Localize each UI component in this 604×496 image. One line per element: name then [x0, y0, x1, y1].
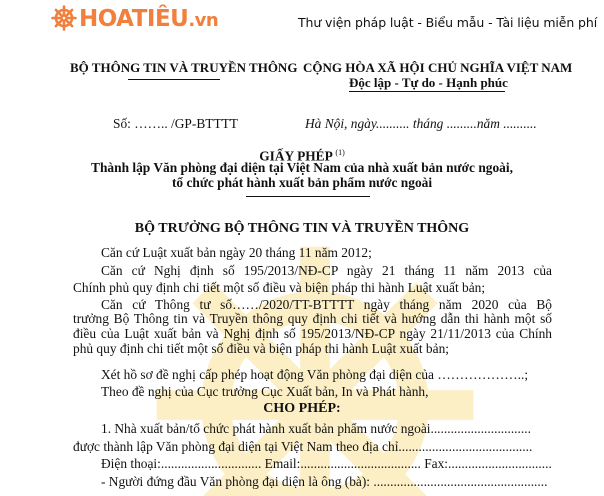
legal-basis-3-cont3: phủ quy định chi tiết một số điều và biện pháp thi hành Luật xuất bản;: [73, 341, 449, 356]
logo-text: HOATIÊU.vn: [79, 6, 219, 32]
document-number: Số: …….. /GP-BTTTT: [113, 116, 238, 131]
legal-basis-3-cont2: điều của Luật xuất bản và Nghị định số 195/2013/NĐ-CP ngày 21/11/2013 của Chính: [73, 326, 552, 341]
document-subtitle-line1: Thành lập Văn phòng đại diện tại Việt Nam của nhà xuất bản nước ngoài,: [91, 160, 513, 175]
motto-underline: [349, 91, 505, 92]
country-name: CỘNG HÒA XÃ HỘI CHỦ NGHĨA VIỆT NAM: [303, 60, 573, 75]
title-underline: [246, 196, 370, 197]
legal-basis-2: Căn cứ Nghị định số 195/2013/NĐ-CP ngày 21 tháng 11 năm 2013 của: [101, 263, 552, 278]
issuing-authority: BỘ TRƯỞNG BỘ THÔNG TIN VÀ TRUYỀN THÔNG: [134, 221, 470, 236]
article-1: 1. Nhà xuất bản/tổ chức phát hành xuất bản phẩm nước ngoài..............................: [101, 421, 531, 436]
agency-underline: [128, 79, 220, 80]
decision-heading: CHO PHÉP:: [263, 401, 341, 416]
national-motto: Độc lập - Tự do - Hạnh phúc: [349, 75, 508, 90]
document-subtitle-line2: tổ chức phát hành xuất bản phẩm nước ngoài: [171, 175, 433, 190]
office-head: - Người đứng đầu Văn phòng đại diện là ông (bà): ....................................................: [101, 474, 548, 489]
legal-basis-2-cont: Chính phủ quy định chi tiết một số điều và biện pháp thi hành Luật xuất bản;: [73, 280, 486, 295]
document-title: GIẤY PHÉP $^{(1)}$: [259, 148, 345, 164]
site-tagline: Thư viện pháp luật - Biểu mẫu - Tài liệu miễn phí: [298, 15, 598, 30]
place-and-date: Hà Nội, ngày.......... tháng .........năm ..........: [305, 116, 537, 131]
consideration: Xét hồ sơ đề nghị cấp phép hoạt động Văn phòng đại diện của ………………..;: [101, 367, 529, 382]
proposal: Theo đề nghị của Cục trưởng Cục Xuất bản, In và Phát hành,: [101, 384, 429, 399]
contact-details: Điện thoại:.............................. Email:.................................... Fax:...............................: [101, 456, 552, 471]
agency-name: BỘ THÔNG TIN VÀ TRUYỀN THÔNG: [70, 60, 298, 75]
legal-basis-1: Căn cứ Luật xuất bản ngày 20 tháng 11 năm 2012;: [101, 245, 372, 260]
article-1-address: được thành lập Văn phòng đại diện tại Việt Nam theo địa chỉ........................................: [73, 439, 533, 454]
legal-basis-3-cont1: trưởng Bộ Thông tin và Truyền thông quy định chi tiết và hướng dẫn thi hành một số: [73, 311, 552, 326]
legal-basis-3: Căn cứ Thông tư số……/2020/TT-BTTTT ngày tháng năm 2020 của Bộ: [101, 297, 552, 312]
